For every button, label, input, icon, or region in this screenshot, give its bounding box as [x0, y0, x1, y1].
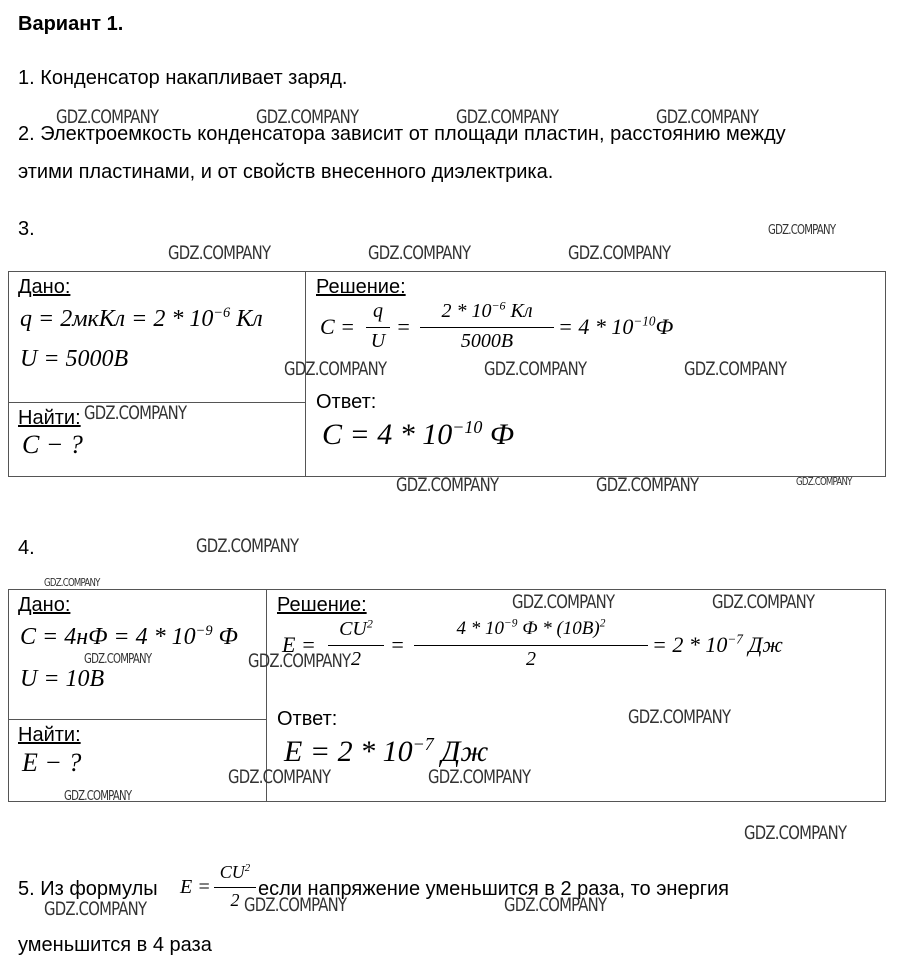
watermark: GDZ.COMPANY	[396, 474, 499, 496]
watermark: GDZ.COMPANY	[512, 591, 615, 613]
watermark: GDZ.COMPANY	[504, 894, 607, 916]
watermark: GDZ.COMPANY	[568, 242, 671, 264]
task4-frac1-den: 2	[351, 648, 361, 670]
watermark: GDZ.COMPANY	[168, 242, 271, 264]
watermark: GDZ.COMPANY	[244, 894, 347, 916]
task3-frac2-bar	[420, 327, 554, 328]
task3-frac2-den: 5000B	[460, 330, 514, 352]
watermark: GDZ.COMPANY	[84, 402, 187, 424]
watermark: GDZ.COMPANY	[228, 766, 331, 788]
question-5-formula-lhs: E =	[180, 876, 211, 898]
watermark: GDZ.COMPANY	[44, 576, 100, 589]
watermark: GDZ.COMPANY	[44, 898, 147, 920]
task3-solution-eq: =	[396, 314, 411, 339]
watermark: GDZ.COMPANY	[484, 358, 587, 380]
task3-frac2-num: $2 * 10^{-6}$ Кл	[441, 298, 533, 322]
task4-frac2-den: 2	[526, 648, 536, 670]
watermark: GDZ.COMPANY	[248, 650, 351, 672]
task4-given-label: Дано:	[18, 594, 71, 616]
watermark: GDZ.COMPANY	[656, 106, 759, 128]
question-3-label: 3.	[18, 218, 35, 240]
question-5-suffix: если напряжение уменьшится в 2 раза, то энергия	[258, 878, 729, 900]
watermark: GDZ.COMPANY	[628, 706, 731, 728]
watermark: GDZ.COMPANY	[84, 652, 152, 667]
question-5-formula-bar	[214, 887, 256, 888]
watermark: GDZ.COMPANY	[256, 106, 359, 128]
watermark: GDZ.COMPANY	[428, 766, 531, 788]
watermark: GDZ.COMPANY	[56, 106, 159, 128]
task3-frac1-bar	[366, 327, 390, 328]
task4-given-voltage: U = 10B	[20, 666, 105, 692]
question-5-prefix: 5. Из формулы	[18, 878, 158, 900]
question-5-line-2: уменьшится в 4 раза	[18, 934, 212, 956]
task4-solution-result: = $2 * 10^{-7}$ Дж	[652, 631, 783, 657]
watermark: GDZ.COMPANY	[744, 822, 847, 844]
watermark: GDZ.COMPANY	[768, 223, 836, 238]
task3-find: C − ?	[22, 430, 83, 459]
task3-given-voltage: U = 5000B	[20, 346, 129, 372]
task3-solution-result: = $4 * 10^{-10}Ф$	[558, 313, 674, 339]
task3-frac1-den: U	[370, 330, 386, 352]
watermark: GDZ.COMPANY	[796, 475, 852, 488]
task4-solution-lhs: E =	[282, 632, 316, 657]
task4-frac1-bar	[328, 645, 384, 646]
question-2-line-1: 2. Электроемкость конденсатора зависит от площади пластин, расстоянию между	[18, 123, 786, 145]
task3-solution-label: Решение:	[316, 276, 406, 298]
task4-given-capacitance: $C = 4нФ = 4 * 10^{-9}$ Ф	[20, 623, 238, 650]
question-4-label: 4.	[18, 537, 35, 559]
watermark: GDZ.COMPANY	[596, 474, 699, 496]
task3-answer-label: Ответ:	[316, 391, 377, 413]
watermark: GDZ.COMPANY	[684, 358, 787, 380]
task3-find-label: Найти:	[18, 407, 81, 429]
question-1: 1. Конденсатор накапливает заряд.	[18, 67, 348, 89]
watermark: GDZ.COMPANY	[456, 106, 559, 128]
question-2-line-2: этими пластинами, и от свойств внесенного диэлектрика.	[18, 161, 554, 183]
question-5-formula-den: 2	[230, 890, 240, 910]
question-5-formula-num: $CU^2$	[219, 862, 251, 882]
watermark: GDZ.COMPANY	[368, 242, 471, 264]
task3-answer: $C = 4 * 10^{-10}$ Ф	[322, 417, 515, 451]
task4-answer-label: Ответ:	[277, 708, 338, 730]
task3-solution-lhs: C =	[320, 314, 356, 339]
watermark: GDZ.COMPANY	[284, 358, 387, 380]
task4-solution-eq: =	[390, 632, 405, 657]
task4-frac2-bar	[414, 645, 648, 646]
task4-frac2-num: $4 * 10^{-9}$ Ф * $(10B)^2$	[456, 617, 606, 639]
task3-given-charge: q = 2мкКл = $2 * 10^{-6}$ Кл	[20, 305, 263, 332]
task4-answer: $E = 2 * 10^{-7}$ Дж	[284, 734, 489, 768]
task3-frac1-num: q	[373, 300, 383, 322]
task4-find-label: Найти:	[18, 724, 81, 746]
task4-frac1-num: $CU^2$	[339, 616, 373, 640]
task4-given-divider	[8, 719, 266, 720]
watermark: GDZ.COMPANY	[196, 535, 299, 557]
task3-given-label: Дано:	[18, 276, 71, 298]
watermark: GDZ.COMPANY	[64, 789, 132, 804]
task4-solution-label: Решение:	[277, 594, 367, 616]
watermark: GDZ.COMPANY	[712, 591, 815, 613]
task4-find: E − ?	[22, 748, 82, 777]
page-title: Вариант 1.	[18, 13, 124, 35]
